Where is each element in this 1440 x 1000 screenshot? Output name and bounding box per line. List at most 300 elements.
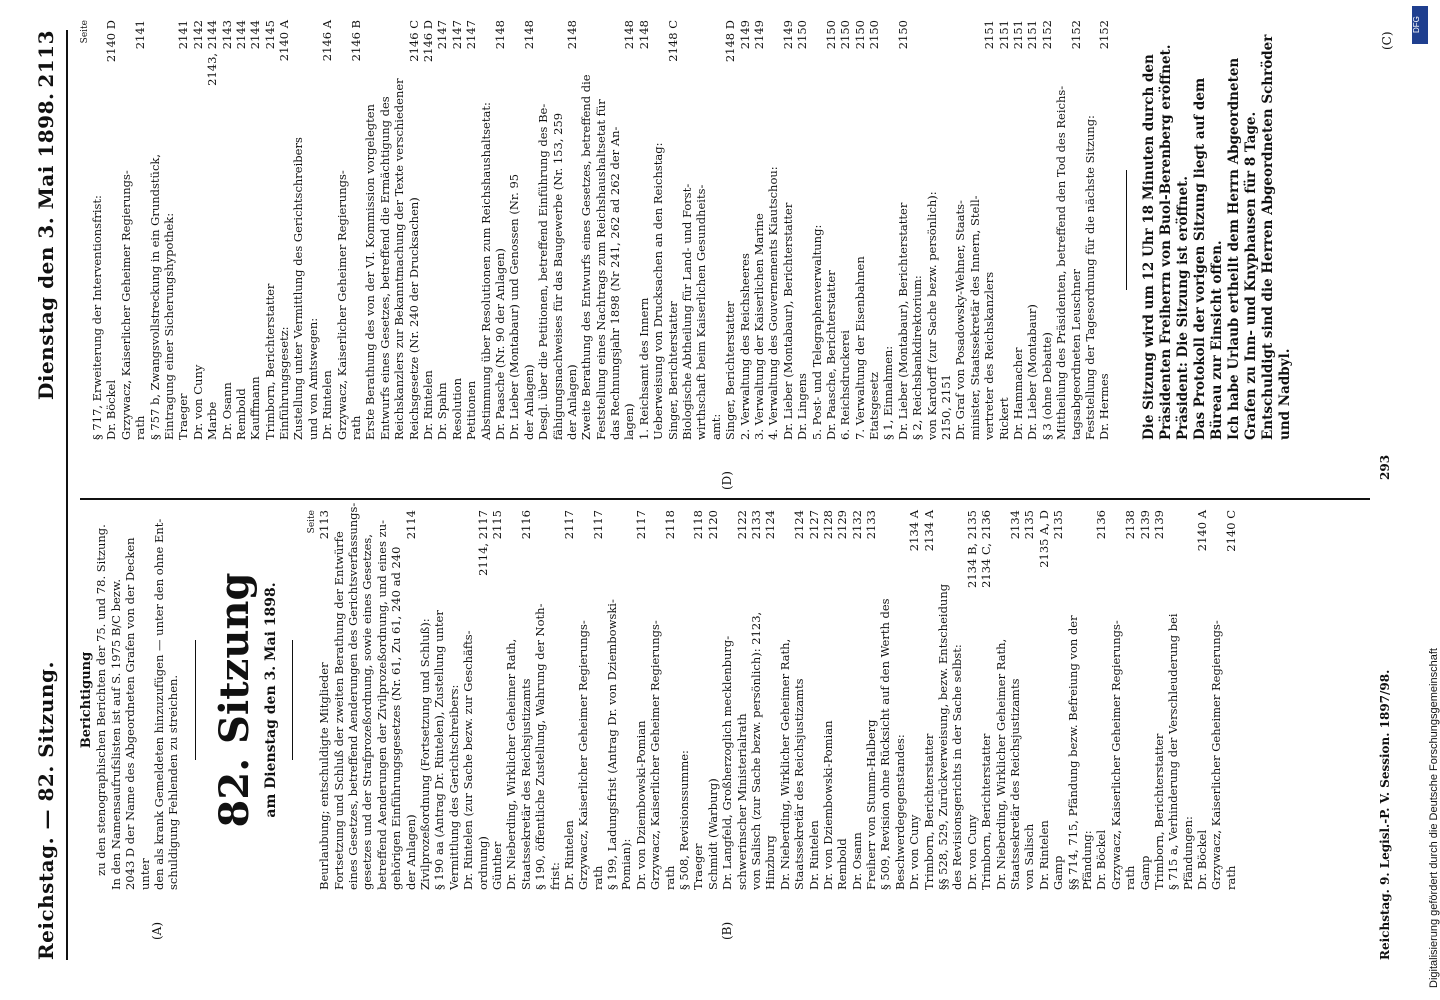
toc-entry <box>104 20 118 440</box>
toc-entry <box>608 20 622 440</box>
toc-entry <box>591 510 605 890</box>
toc-entry <box>735 510 749 890</box>
correction-line: In den Namensaufrufslisten ist auf S. 1975 B/C bezw. <box>108 579 123 890</box>
toc-entry-text: Vermittlung des Gerichtschreibers: <box>446 684 461 890</box>
toc-entry-text: amt: <box>708 413 723 440</box>
toc-entry <box>349 20 363 440</box>
toc-entry <box>1195 510 1209 890</box>
toc-entry-page-ref: 2143 <box>219 20 234 50</box>
toc-entry <box>694 20 708 440</box>
toc-entry-page-ref: 2129 <box>835 510 850 540</box>
toc-entry-text: Rickert <box>996 397 1011 440</box>
toc-entry <box>461 510 475 890</box>
toc-entry-text: 1. Reichsamt des Innern <box>636 297 651 440</box>
toc-entry <box>677 510 691 890</box>
toc-entry-text: vertreter des Reichskanzlers <box>982 271 997 440</box>
opening-line: Präsidenten Freiherrn von Buol-Berenberg eröffnet. <box>1157 44 1174 440</box>
toc-entry-text: der Anlagen) <box>564 364 579 440</box>
toc-entry-page-ref: 2138 <box>1123 510 1138 540</box>
toc-entry-text: Grzywacz, Kaiserlicher Geheimer Regierungs- <box>1108 620 1123 890</box>
page-number: 2113 <box>34 30 58 88</box>
toc-entry <box>435 20 449 440</box>
toc-entry-page-ref: 2146 C <box>406 20 421 62</box>
toc-entry-page-ref: 2148 D <box>723 20 738 63</box>
toc-entry <box>148 20 162 440</box>
toc-entry-page-ref: 2150 <box>823 20 838 50</box>
toc-entry-page-ref: 2148 <box>622 20 637 50</box>
toc-entry-text: rath <box>662 865 677 890</box>
correction-line: 2043 D der Name des Abgeordneten Grafen von der Decken unter <box>123 537 152 890</box>
toc-entry-page-ref: 2117 <box>633 510 648 540</box>
toc-entry <box>838 20 852 440</box>
toc-entry-text: § 3 (ohne Debatte) <box>1039 332 1054 440</box>
toc-entry <box>407 20 421 440</box>
toc-entry-text: Petitionen <box>464 380 479 440</box>
toc-entry-page-ref: 2151 <box>1025 20 1040 50</box>
toc-entry <box>579 20 593 440</box>
toc-entry-page-ref: 2113 <box>317 510 332 540</box>
toc-entry-text: Kauffmann <box>248 376 263 440</box>
toc-entry-text: Ueberweisung von Drucksachen an den Reichstag: <box>651 142 666 440</box>
toc-entry <box>277 20 291 440</box>
toc-entry <box>994 510 1008 890</box>
toc-entry-page-ref: 2120 <box>705 510 720 540</box>
toc-entry <box>248 20 262 440</box>
toc-entry-text: Staatssekretär des Reichsjustizamts <box>792 678 807 890</box>
toc-entry <box>968 20 982 440</box>
toc-entry-text: Freiherr von Stumm-Halberg <box>864 719 879 890</box>
toc-entry-text: Dr. Rintelen <box>1036 820 1051 890</box>
toc-entry <box>723 20 737 440</box>
margin-letter-a: (A) <box>150 921 164 940</box>
toc-entry-text: Dr. Nieberding, Wirklicher Geheimer Rath, <box>993 638 1008 890</box>
toc-entry-text: Einführungsgesetz: <box>277 326 292 440</box>
toc-entry-text: 3. Verwaltung der Kaiserlichen Marine <box>751 213 766 440</box>
toc-entry-text: Singer, Berichterstatter <box>723 301 738 440</box>
toc-entry-text: Gamp <box>1137 855 1152 890</box>
toc-entry-page-ref: 2136 <box>1094 510 1109 540</box>
toc-entry-text: Schmidt (Warburg) <box>705 778 720 890</box>
separator <box>1126 170 1127 290</box>
dfg-logo: DFG <box>1412 6 1428 44</box>
toc-entry <box>375 510 389 890</box>
toc-entry <box>332 510 346 890</box>
toc-entry-page-ref: 2144 <box>248 20 263 50</box>
toc-entry-text: Dr. Nieberding, Wirklicher Geheimer Rath, <box>504 638 519 890</box>
toc-entry <box>536 20 550 440</box>
correction-line: schuldigung Fehlenden zu streichen. <box>166 674 181 890</box>
margin-letter-d: (D) <box>720 471 734 490</box>
toc-entry <box>551 20 565 440</box>
toc-entry <box>766 20 780 440</box>
toc-entry <box>637 20 651 440</box>
toc-entry-text: lagen) <box>622 403 637 440</box>
toc-entry <box>795 20 809 440</box>
toc-entry <box>634 510 648 890</box>
toc-entry-page-ref: 2150 <box>795 20 810 50</box>
toc-entry-text: Dr. Osann <box>219 382 234 440</box>
toc-entry <box>191 20 205 440</box>
toc-entry-text: Desgl. über die Petitionen, betreffend Einführung des Be- <box>536 103 551 440</box>
toc-entry-page-ref: 2148 <box>521 20 536 50</box>
toc-entry-text: Dr. Graf von Posadowsky-Wehner, Staats- <box>953 200 968 440</box>
toc-entry <box>519 510 533 890</box>
toc-entry <box>1094 510 1108 890</box>
toc-entry-text: Dr. Rintelen <box>806 820 821 890</box>
toc-entry-text: 2150, 2151 <box>939 374 954 440</box>
toc-entry <box>291 20 305 440</box>
toc-entry-page-ref: 2146 A <box>320 20 335 62</box>
toc-entry-text: des Revisionsgerichts in der Sache selbst: <box>950 644 965 890</box>
toc-entry-page-ref: 2127 <box>806 510 821 540</box>
toc-entry <box>982 20 996 440</box>
left-toc <box>317 502 1238 890</box>
toc-entry <box>421 20 435 440</box>
toc-entry <box>447 510 461 890</box>
toc-entry-text: Zivilprozeßordnung (Fortsetzung und Schluß): <box>417 618 432 890</box>
toc-entry-text: Grzywacz, Kaiserlicher Geheimer Regierungs- <box>1209 620 1224 890</box>
toc-entry-page-ref: 2114, 2117 <box>475 510 490 576</box>
toc-entry-text: § 508, Revisionssumme: <box>677 750 692 890</box>
toc-entry-text: gesetzes und der Strafprozeßordnung, sowie eines Gesetzes, <box>360 534 375 890</box>
toc-entry-page-ref: 2135 A, D <box>1036 510 1051 568</box>
toc-entry <box>363 20 377 440</box>
opening-line: und Nadbyl. <box>1276 348 1293 440</box>
toc-entry <box>360 510 374 890</box>
toc-entry-text: und von Amtswegen: <box>305 317 320 440</box>
toc-entry <box>835 510 849 890</box>
toc-entry <box>320 20 334 440</box>
correction-body <box>109 510 181 890</box>
toc-entry-page-ref: 2139 <box>1151 510 1166 540</box>
toc-entry <box>763 510 777 890</box>
toc-entry <box>997 20 1011 440</box>
toc-entry-page-ref: 2116 <box>518 510 533 540</box>
toc-entry-text: Dr. von Dziembowski-Pomian <box>820 720 835 890</box>
toc-entry-text: Dr. Lingens <box>795 373 810 440</box>
toc-entry-page-ref: 2133 <box>748 510 763 540</box>
toc-entry-text: Dr. Lieber (Montabaur) und Genossen (Nr. 95 <box>507 173 522 440</box>
toc-entry <box>648 510 662 890</box>
toc-entry <box>950 510 964 890</box>
toc-entry <box>1152 510 1166 890</box>
toc-entry <box>1011 20 1025 440</box>
toc-entry <box>936 510 950 890</box>
toc-entry-text: Feststellung eines Nachtrags zum Reichshaushaltsetat für <box>593 99 608 440</box>
toc-entry-text: Reichsgesetze (Nr. 240 der Drucksachen) <box>406 197 421 440</box>
right-column <box>80 20 1370 440</box>
toc-entry <box>389 510 403 890</box>
toc-entry-text: ordnung) <box>475 836 490 890</box>
toc-entry-text: rath <box>349 415 364 440</box>
opening-line: Die Sitzung wird um 12 Uhr 18 Minuten durch den <box>1140 54 1157 440</box>
toc-entry-page-ref: 2133 <box>864 510 879 540</box>
toc-entry <box>864 510 878 890</box>
toc-entry-text: Abstimmung über Resolutionen zum Reichshaushaltsetat: <box>478 102 493 440</box>
toc-entry <box>622 20 636 440</box>
toc-entry-page-ref: 2114 <box>403 510 418 540</box>
toc-entry-text: Biologische Abtheilung für Land- und Forst- <box>680 183 695 440</box>
opening-line: Das Protokoll der vorigen Sitzung liegt auf dem <box>1191 77 1208 440</box>
toc-entry-text: Günther <box>489 841 504 890</box>
toc-entry <box>162 20 176 440</box>
toc-entry <box>749 510 763 890</box>
toc-entry-text: wirthschaft beim Kaiserlichen Gesundheits- <box>694 184 709 440</box>
toc-entry <box>594 20 608 440</box>
toc-entry-page-ref: 2141 <box>133 20 148 50</box>
toc-entry-text: Traeger <box>691 843 706 890</box>
toc-entry-text: von Kardorff (zur Sache bezw. persönlich): <box>924 191 939 440</box>
toc-entry <box>1138 510 1152 890</box>
toc-entry-text: rath <box>1223 865 1238 890</box>
margin-letter-c: (C) <box>1380 31 1394 50</box>
toc-entry-text: tagsabgeordneten Leuschner <box>1068 269 1083 440</box>
toc-entry-page-ref: 2147 <box>464 20 479 50</box>
toc-entry-text: Grzywacz, Kaiserlicher Geheimer Regierungs- <box>334 170 349 440</box>
toc-entry-text: Fortsetzung und Schluß der zweiten Berathung der Entwürfe <box>331 531 346 890</box>
toc-entry-text: Singer, Berichterstatter <box>665 301 680 440</box>
toc-entry-text: Dr. Osann <box>849 832 864 890</box>
toc-entry-text: Grzywacz, Kaiserlicher Geheimer Regierungs- <box>576 620 591 890</box>
toc-entry-text: Beschwerdegegenstandes: <box>892 734 907 890</box>
toc-entry <box>404 510 418 890</box>
running-header <box>28 30 62 960</box>
toc-entry-text: Resolution <box>449 377 464 440</box>
opening-line: Entschuldigt sind die Herren Abgeordneten Schröder <box>1259 34 1276 440</box>
toc-entry <box>1037 510 1051 890</box>
toc-entry <box>925 20 939 440</box>
toc-entry <box>824 20 838 440</box>
footer-sheet-number: 293 <box>1378 454 1392 480</box>
toc-entry-page-ref: 2122 <box>734 510 749 540</box>
toc-entry <box>1109 510 1123 890</box>
toc-entry-text: Marbe <box>205 401 220 440</box>
left-column <box>79 502 1370 890</box>
toc-entry-page-ref: 2141 <box>176 20 191 50</box>
toc-entry-text: Dr. Langfeld, Großherzoglich mecklenburg- <box>720 635 735 890</box>
digitization-sidebar <box>1404 0 1440 1000</box>
toc-entry-text: Staatssekretär des Reichsjustizamts <box>518 678 533 890</box>
toc-entry-text: Hinzburg <box>763 835 778 890</box>
correction-line: den als krank Gemeldeten hinzuzufügen — unter den ohne Ent- <box>152 518 167 890</box>
toc-entry-page-ref: 2118 <box>691 510 706 540</box>
toc-entry <box>418 510 432 890</box>
toc-entry <box>335 20 349 440</box>
toc-entry <box>965 510 979 890</box>
toc-entry <box>680 20 694 440</box>
toc-entry <box>378 20 392 440</box>
toc-entry <box>119 20 133 440</box>
toc-entry-page-ref: 2134 C, 2136 <box>979 510 994 588</box>
toc-entry-text: Dr. Lieber (Montabaur), Berichterstatter <box>780 202 795 440</box>
toc-entry <box>565 20 579 440</box>
toc-entry-text: Reichskanzlers zur Bekanntmachung der Texte verschiedener <box>392 78 407 440</box>
toc-entry-page-ref: 2150 <box>852 20 867 50</box>
toc-entry-text: Dr. Rintelen <box>561 820 576 890</box>
session-date: am Dienstag den 3. Mai 1898. <box>262 582 279 818</box>
session-opening <box>1141 20 1294 440</box>
toc-entry-page-ref: 2144 <box>233 20 248 50</box>
toc-entry-text: § 1, Einnahmen: <box>881 345 896 440</box>
toc-entry <box>896 20 910 440</box>
toc-entry <box>781 20 795 440</box>
toc-entry <box>706 510 720 890</box>
toc-entry-text: Dr. von Cuny <box>964 814 979 890</box>
toc-entry-page-ref: 2147 <box>435 20 450 50</box>
footer-left: Reichstag. 9. Legisl.-P. V. Session. 1897/98. <box>1378 669 1392 960</box>
toc-entry-page-ref: 2135 <box>1022 510 1037 540</box>
toc-entry-text: minister, Staatssekretär des Innern, Stell- <box>967 195 982 440</box>
toc-entry-text: Pfändungen: <box>1180 816 1195 890</box>
toc-entry-text: rath <box>590 865 605 890</box>
toc-entry <box>1040 20 1054 440</box>
toc-entry <box>90 20 104 440</box>
toc-entry-text: rath <box>133 415 148 440</box>
toc-entry-text: gehörigen Einführungsgesetzes (Nr. 61, Zu 61, 240 ad 240 <box>389 546 404 890</box>
toc-entry-text: Dr. Böckel <box>1094 829 1109 890</box>
toc-entry-text: Rembold <box>835 838 850 890</box>
toc-entry-text: Grzywacz, Kaiserlicher Geheimer Regierungs- <box>118 170 133 440</box>
toc-entry-text: von Salisch <box>1022 823 1037 890</box>
toc-entry-text: § 2, Reichsbankdirektorium: <box>910 275 925 440</box>
toc-entry <box>504 510 518 890</box>
toc-entry-page-ref: 2142 <box>190 20 205 50</box>
toc-entry <box>490 510 504 890</box>
toc-entry <box>464 20 478 440</box>
toc-entry <box>1022 510 1036 890</box>
toc-entry <box>922 510 936 890</box>
toc-entry <box>432 510 446 890</box>
toc-entry <box>907 510 921 890</box>
toc-entry-text: § 190, öffentliche Zustellung, Wahrung der Noth- <box>533 603 548 890</box>
toc-entry-text: Dr. von Cuny <box>190 364 205 440</box>
toc-entry <box>1008 510 1022 890</box>
toc-entry-text: Beurlaubung; entschuldigte Mitglieder <box>317 662 332 890</box>
toc-entry-page-ref: 2149 <box>780 20 795 50</box>
toc-entry <box>1209 510 1223 890</box>
toc-entry-page-ref: 2140 A <box>1195 510 1210 552</box>
toc-entry-page-ref: 2132 <box>849 510 864 540</box>
toc-entry <box>810 20 824 440</box>
toc-entry <box>1097 20 1111 440</box>
toc-entry <box>1166 510 1180 890</box>
toc-entry <box>507 20 521 440</box>
toc-entry <box>853 20 867 440</box>
toc-entry-text: Dr. Nieberding, Wirklicher Geheimer Rath, <box>777 638 792 890</box>
toc-entry <box>234 20 248 440</box>
page-footer <box>1378 30 1392 960</box>
toc-entry-page-ref: 2148 <box>492 20 507 50</box>
toc-entry-page-ref: 2117 <box>590 510 605 540</box>
toc-entry-text: § 509, Revision ohne Rücksicht auf den Werth des <box>878 598 893 890</box>
toc-entry <box>910 20 924 440</box>
correction-title: Berichtigung <box>79 651 94 749</box>
opening-line: Grafen zu Inn- und Knyphausen für 8 Tage. <box>1242 111 1259 440</box>
toc-entry-text: eines Gesetzes, betreffend Aenderungen des Gerichtsverfassungs- <box>346 502 361 890</box>
toc-entry-text: Dr. Paasche, Berichterstatter <box>823 270 838 440</box>
toc-entry-text: Dr. Paasche (Nr. 90 der Anlagen) <box>492 248 507 440</box>
toc-entry-page-ref: 2143, 2144 <box>205 20 220 86</box>
toc-entry <box>893 510 907 890</box>
toc-entry <box>663 510 677 890</box>
toc-entry-page-ref: 2124 <box>792 510 807 540</box>
toc-entry-text: Pfändung: <box>1079 830 1094 890</box>
toc-entry <box>522 20 536 440</box>
toc-entry <box>867 20 881 440</box>
toc-entry-text: Dr. Rintelen (zur Sache bezw. zur Geschäfts- <box>461 630 476 890</box>
toc-entry <box>450 20 464 440</box>
toc-entry-text: Dr. Rintelen <box>420 370 435 440</box>
toc-entry-text: Dr. von Dziembowski-Pomian <box>633 720 648 890</box>
toc-entry-text: § 717, Erweiterung der Interventionsfrist: <box>90 195 104 440</box>
toc-entry-page-ref: 2118 <box>662 510 677 540</box>
toc-entry-page-ref: 2152 <box>1039 20 1054 50</box>
toc-entry <box>263 20 277 440</box>
toc-entry <box>850 510 864 890</box>
toc-entry-text: Dr. Hermes <box>1097 373 1112 440</box>
toc-entry-page-ref: 2150 <box>838 20 853 50</box>
toc-entry-page-ref: 2151 <box>1011 20 1025 50</box>
toc-entry <box>1224 510 1238 890</box>
toc-entry <box>666 20 680 440</box>
toc-entry-page-ref: 2139 <box>1137 510 1152 540</box>
toc-entry <box>576 510 590 890</box>
toc-entry-page-ref: 2117 <box>561 510 576 540</box>
toc-entry-page-ref: 2150 <box>895 20 910 50</box>
toc-entry <box>476 510 490 890</box>
toc-entry <box>1066 510 1080 890</box>
header-left: Reichstag. — 82. Sitzung. <box>34 661 58 960</box>
toc-entry-text: § 715 a, Verhinderung der Verschleuderung bei <box>1166 613 1181 890</box>
toc-entry <box>752 20 766 440</box>
toc-entry <box>1069 20 1083 440</box>
toc-entry-text: Mittheilung des Präsidenten, betreffend den Tod des Reichs- <box>1054 85 1069 440</box>
toc-entry-page-ref: 2124 <box>763 510 778 540</box>
toc-entry-text: Dr. von Cuny <box>907 814 922 890</box>
toc-entry-page-ref: 2151 <box>996 20 1011 50</box>
toc-entry-text: Rembold <box>233 388 248 440</box>
toc-entry-text: Dr. Lieber (Montabaur), Berichterstatter <box>895 202 910 440</box>
toc-entry-page-ref: 2152 <box>1097 20 1112 50</box>
toc-entry-text: Entwurfs eines Gesetzes, betreffend die Ermächtigung des <box>377 96 392 440</box>
toc-entry-text: Dr. Spahn <box>435 382 450 440</box>
toc-entry <box>1051 510 1065 890</box>
toc-entry-page-ref: 2135 <box>1051 510 1066 540</box>
column-divider <box>80 498 1370 500</box>
toc-entry <box>1181 510 1195 890</box>
toc-entry-text: Trimborn, Berichterstatter <box>921 733 936 890</box>
toc-entry-text: fähigungsnachweises für das Baugewerbe (Nr. 153, 259 <box>550 112 565 440</box>
toc-entry <box>1054 20 1068 440</box>
toc-entry <box>317 510 331 890</box>
toc-entry-text: Grzywacz, Kaiserlicher Geheimer Regierungs- <box>648 620 663 890</box>
seite-label: Seite <box>80 20 90 44</box>
toc-entry-text: Trimborn, Berichterstatter <box>979 733 994 890</box>
toc-entry <box>881 20 895 440</box>
toc-entry <box>738 20 752 440</box>
toc-entry-text: Dr. Böckel <box>104 379 119 440</box>
toc-entry-page-ref: 2145 <box>262 20 277 50</box>
toc-entry-text: Traeger <box>176 393 191 440</box>
toc-entry <box>548 510 562 890</box>
toc-entry <box>133 20 147 440</box>
toc-entry <box>939 20 953 440</box>
toc-entry-text: von Salisch (zur Sache bezw. persönlich): 2123, <box>748 611 763 890</box>
toc-entry-page-ref: 2148 C <box>665 20 680 62</box>
toc-entry-text: 5. Post- und Telegraphenverwaltung: <box>809 224 824 440</box>
toc-entry-page-ref: 2146 B <box>349 20 364 62</box>
toc-entry-page-ref: 2149 <box>751 20 766 50</box>
